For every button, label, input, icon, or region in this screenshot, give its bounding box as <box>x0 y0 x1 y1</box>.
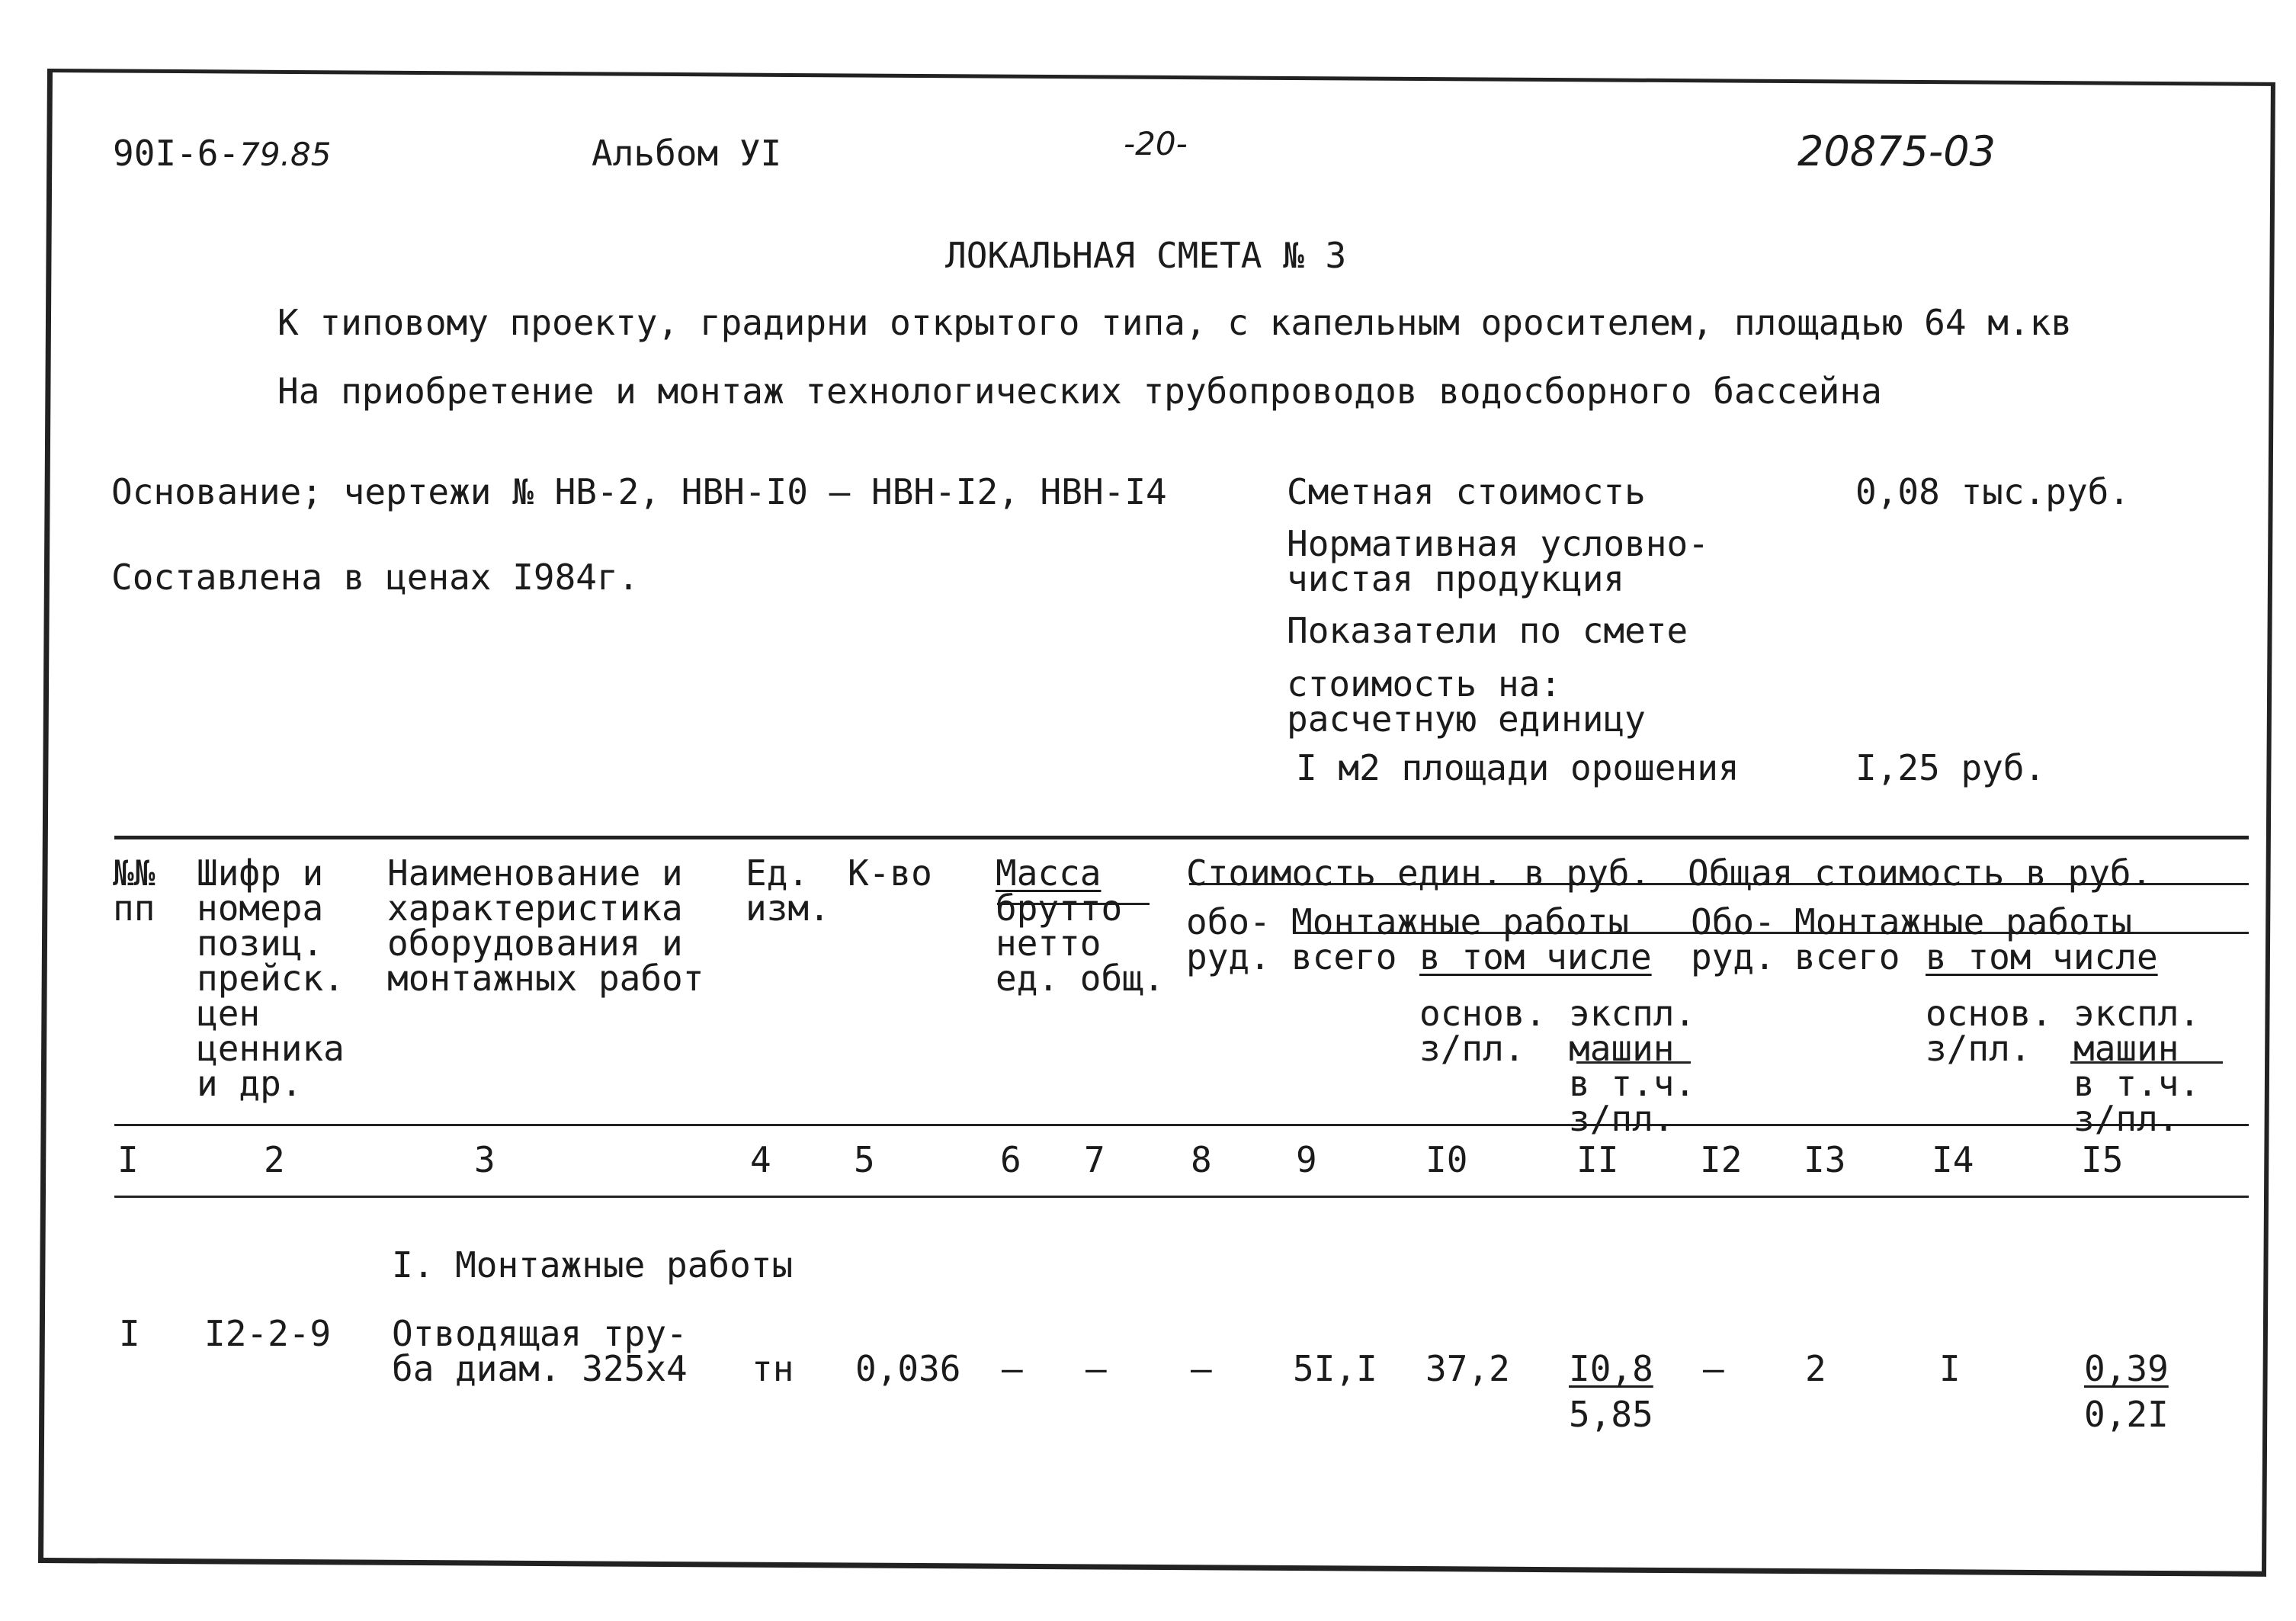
row-base-wage: 37,2 <box>1425 1348 1510 1389</box>
hdr-code-a: Шифр и <box>197 852 324 894</box>
hdr-expl2-d: з/пл. <box>2073 1098 2179 1139</box>
row-total-base: I <box>1939 1348 1961 1389</box>
col-number-13: I3 <box>1804 1139 1846 1180</box>
hdr-unit-a: Ед. <box>746 852 810 894</box>
row-mass-total: – <box>1085 1348 1107 1389</box>
hdr-code-c: позиц. <box>197 923 324 964</box>
table-top-rule <box>114 836 2249 839</box>
col-number-5: 5 <box>854 1139 875 1180</box>
col-header-mass <box>996 852 1165 999</box>
hdr-equip-b: руд. <box>1186 936 1271 977</box>
col-header-base2 <box>1926 993 2053 1069</box>
designation <box>113 133 332 174</box>
col-header-incl: в том числе <box>1419 936 1652 977</box>
col-header-unit-cost: Стоимость един. в руб. <box>1186 852 1651 894</box>
col-header-equip <box>1186 901 1271 977</box>
hdr-code-g: и др. <box>197 1063 303 1104</box>
cost-on-line-2: расчетную единицу <box>1287 698 1646 740</box>
document-number: 20875-03 <box>1797 127 1996 175</box>
hdr-code-f: ценника <box>197 1028 345 1069</box>
col-number-10: I0 <box>1425 1139 1468 1180</box>
hdr-name-a: Наименование и <box>387 852 683 894</box>
basis-text: Основание; чертежи № НВ-2, НВН-I0 – НВН-I2, НВН-I4 <box>111 471 1167 512</box>
hdr-expl-a: экспл. <box>1569 993 1696 1034</box>
hdr-base2-a: основ. <box>1926 993 2053 1034</box>
row-machine-expl <box>1569 1348 1653 1435</box>
hdr-expl-d: з/пл. <box>1569 1098 1675 1139</box>
col-number-7: 7 <box>1084 1139 1105 1180</box>
subtitle-project: К типовому проекту, градирни открытого типа, с капельным оросителем, площадью 64 м.кв <box>277 302 2073 343</box>
col-number-11: II <box>1576 1139 1619 1180</box>
hdr-code-b: номера <box>197 888 324 929</box>
row-mount-total: 5I,I <box>1293 1348 1377 1389</box>
row-mass-unit: – <box>1002 1348 1023 1389</box>
hdr-mass-b: брутто <box>996 888 1123 929</box>
numbers-bottom-rule <box>114 1196 2249 1198</box>
hdr-expl-c: в т.ч. <box>1569 1063 1696 1104</box>
normative-line-2: чистая продукция <box>1287 558 1625 599</box>
row-name-line-1: Отводящая тру- <box>392 1313 688 1354</box>
col-number-1: I <box>117 1139 139 1180</box>
col-number-3: 3 <box>474 1139 495 1180</box>
hdr-name-c: оборудования и <box>387 923 683 964</box>
col-header-equip2 <box>1691 901 1775 977</box>
row-total-mount: 2 <box>1805 1348 1826 1389</box>
hdr-expl2-c: в т.ч. <box>2073 1063 2201 1104</box>
hdr-equip2-a: Обо- <box>1691 901 1775 942</box>
row-total-machine-value: 0,39 <box>2084 1348 2169 1389</box>
hdr-base-a: основ. <box>1419 993 1547 1034</box>
hdr-code-d: прейск. <box>197 958 345 999</box>
row-machine-expl-wage: 5,85 <box>1569 1394 1653 1435</box>
hdr-unit-b: изм. <box>746 888 830 929</box>
row-name-line-2: ба диам. 325х4 <box>392 1348 688 1389</box>
estimate-cost-label: Сметная стоимость <box>1287 471 1646 512</box>
col-header-mount2: Монтажные работы <box>1794 901 2133 942</box>
row-number: I <box>119 1313 140 1354</box>
hdr-expl-b: машин <box>1569 1028 1675 1069</box>
header-bottom-rule <box>114 1124 2249 1126</box>
col-header-num <box>113 852 156 929</box>
hdr-mass-c: нетто <box>996 923 1102 964</box>
hdr-base2-b: з/пл. <box>1926 1028 2031 1069</box>
col-number-4: 4 <box>750 1139 771 1180</box>
col-number-15: I5 <box>2081 1139 2124 1180</box>
hdr-name-b: характеристика <box>387 888 683 929</box>
col-number-9: 9 <box>1296 1139 1317 1180</box>
col-header-qty: К-во <box>848 852 932 894</box>
hdr-expl2-b: машин <box>2073 1028 2179 1069</box>
col-header-base <box>1419 993 1547 1069</box>
normative-label <box>1287 523 1709 599</box>
hdr-mass-d: ед. общ. <box>996 958 1165 999</box>
designation-handwritten: 79.85 <box>239 136 332 173</box>
col-header-incl2: в том числе <box>1926 936 2158 977</box>
prices-text: Составлена в ценах I984г. <box>111 557 640 598</box>
col-header-name <box>387 852 704 999</box>
col-header-code <box>197 852 345 1104</box>
col-header-total-cost: Общая стоимость в руб. <box>1688 852 2153 894</box>
hdr-num-b: пп <box>113 888 156 929</box>
hdr-base-b: з/пл. <box>1419 1028 1525 1069</box>
row-machine-expl-value: I0,8 <box>1569 1348 1653 1389</box>
cost-on-line-1: стоимость на: <box>1287 663 1562 705</box>
page-number: -20- <box>1124 125 1188 162</box>
col-number-2: 2 <box>264 1139 285 1180</box>
designation-printed: 90I-6- <box>113 133 240 174</box>
row-total-machine <box>2084 1348 2169 1435</box>
estimate-cost-value: 0,08 тыс.руб. <box>1855 471 2131 512</box>
album-label: Альбом УI <box>592 133 782 174</box>
unit-area-value: I,25 руб. <box>1855 747 2046 788</box>
col-header-all: всего <box>1291 936 1397 977</box>
col-header-all2: всего <box>1794 936 1900 977</box>
normative-line-1: Нормативная условно- <box>1287 523 1709 564</box>
row-code: I2-2-9 <box>204 1313 332 1354</box>
col-header-mount: Монтажные работы <box>1291 901 1630 942</box>
row-quantity: 0,036 <box>855 1348 961 1389</box>
row-unit: тн <box>752 1348 794 1389</box>
hdr-mass-a: Масса <box>996 852 1102 894</box>
cost-on-label <box>1287 663 1646 740</box>
row-equip-cost: – <box>1191 1348 1212 1389</box>
col-header-expl <box>1569 993 1696 1139</box>
estimate-title: ЛОКАЛЬНАЯ СМЕТА № 3 <box>945 235 1347 276</box>
hdr-expl2-a: экспл. <box>2073 993 2201 1034</box>
unit-area-label: I м2 площади орошения <box>1296 747 1740 788</box>
col-number-14: I4 <box>1932 1139 1974 1180</box>
col-number-6: 6 <box>1000 1139 1021 1180</box>
col-header-expl2 <box>2073 993 2201 1139</box>
row-total-machine-wage: 0,2I <box>2084 1394 2169 1435</box>
hdr-equip-a: обо- <box>1186 901 1271 942</box>
hdr-num-a: №№ <box>113 852 156 894</box>
col-header-unit <box>746 852 830 929</box>
row-equip-total: – <box>1703 1348 1724 1389</box>
subtitle-purpose: На приобретение и монтаж технологических трубопроводов водосборного бассейна <box>277 371 1882 412</box>
hdr-equip2-b: руд. <box>1691 936 1775 977</box>
hdr-code-e: цен <box>197 993 261 1034</box>
row-name <box>392 1313 688 1389</box>
hdr-name-d: монтажных работ <box>387 958 704 999</box>
col-number-8: 8 <box>1191 1139 1212 1180</box>
indicators-label: Показатели по смете <box>1287 610 1688 651</box>
section-heading: I. Монтажные работы <box>392 1244 794 1286</box>
col-number-12: I2 <box>1700 1139 1743 1180</box>
